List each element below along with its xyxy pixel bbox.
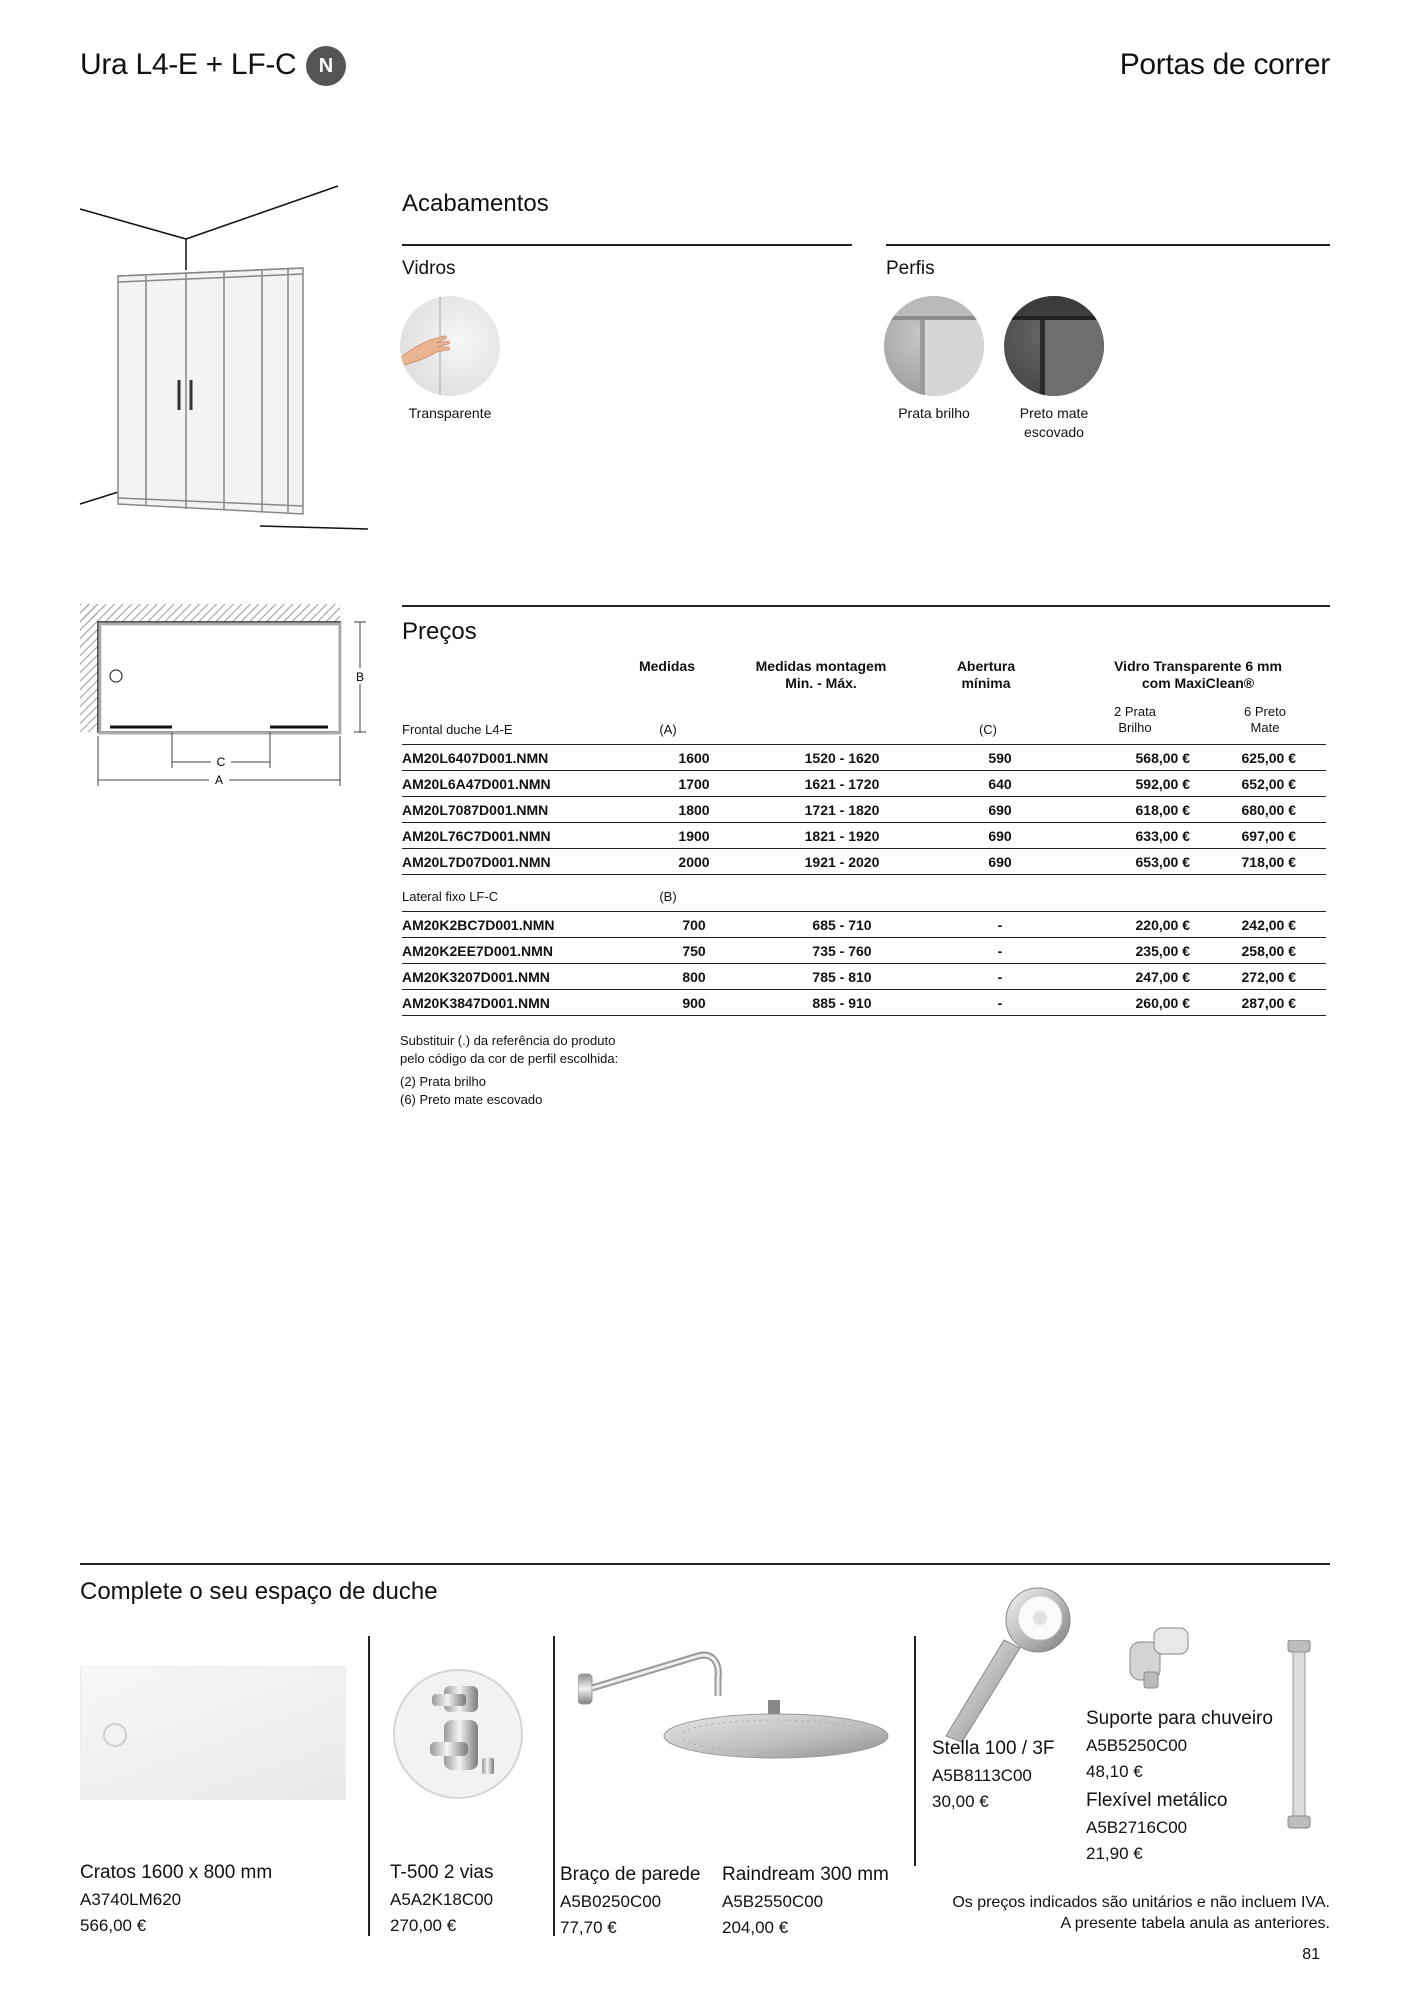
price-preto-cell: 680,00 € [1210, 797, 1326, 823]
medidas-cell: 750 [634, 938, 754, 964]
group-label-lateral: Lateral fixo LF-C [402, 889, 499, 904]
product-code: A5B5250C00 [1086, 1736, 1188, 1755]
drain-icon [81, 1667, 347, 1801]
table-row [402, 964, 1326, 990]
montagem-cell: 1721 - 1820 [754, 797, 930, 823]
abertura-cell: - [930, 964, 1070, 990]
table-row [402, 990, 1326, 1016]
diagram-label-b: B [355, 670, 365, 684]
product-code: A5A2K18C00 [390, 1890, 494, 1909]
product-price: 270,00 € [390, 1916, 457, 1935]
price-prata-cell: 568,00 € [1070, 745, 1210, 771]
floor-plan-diagram [80, 604, 380, 794]
col-header-vidro: Vidro Transparente 6 mm com MaxiClean® [1114, 658, 1282, 691]
price-prata-cell: 653,00 € [1070, 849, 1210, 875]
silver-profile-icon [884, 296, 984, 396]
swatch-preto-mate[interactable] [1004, 296, 1104, 396]
price-prata-cell: 592,00 € [1070, 771, 1210, 797]
table-row [402, 938, 1326, 964]
price-prata-cell: 618,00 € [1070, 797, 1210, 823]
ref-cell: AM20L7D07D001.NMN [402, 849, 634, 875]
col-header-preto: 6 Preto Mate [1244, 704, 1286, 735]
complete-title: Complete o seu espaço de duche [80, 1578, 438, 1605]
product-name: Suporte para chuveiro [1086, 1708, 1273, 1729]
col-header-prata: 2 Prata Brilho [1114, 704, 1156, 735]
note-line-4: (6) Preto mate escovado [400, 1092, 543, 1107]
abertura-cell: 690 [930, 849, 1070, 875]
ref-cell: AM20K2EE7D001.NMN [402, 938, 634, 964]
product-price: 77,70 € [560, 1918, 617, 1937]
ref-cell: AM20L6407D001.NMN [402, 745, 634, 771]
product-price: 48,10 € [1086, 1762, 1143, 1781]
separator [553, 1636, 555, 1936]
table-row [402, 849, 1326, 875]
swatch-transparent[interactable] [400, 296, 500, 396]
shower-tray-image [80, 1666, 346, 1800]
price-preto-cell: 258,00 € [1210, 938, 1326, 964]
abertura-cell: 690 [930, 823, 1070, 849]
price-preto-cell: 652,00 € [1210, 771, 1326, 797]
medidas-cell: 700 [634, 912, 754, 938]
prices-rule [402, 605, 1330, 607]
ref-cell: AM20K2BC7D001.NMN [402, 912, 634, 938]
price-prata-cell: 260,00 € [1070, 990, 1210, 1016]
col-header-abertura: Abertura mínima [956, 658, 1016, 691]
footnote-supersede: A presente tabela anula as anteriores. [1060, 1915, 1330, 1932]
black-profile-icon [1004, 296, 1104, 396]
price-prata-cell: 633,00 € [1070, 823, 1210, 849]
table-row [402, 797, 1326, 823]
table-row [402, 745, 1326, 771]
profiles-rule [886, 244, 1330, 246]
note-line-2: pelo código da cor de perfil escolhida: [400, 1051, 619, 1066]
abertura-cell: - [930, 938, 1070, 964]
shower-holder-image [1124, 1624, 1198, 1690]
ref-cell: AM20K3207D001.NMN [402, 964, 634, 990]
montagem-cell: 685 - 710 [754, 912, 930, 938]
montagem-cell: 785 - 810 [754, 964, 930, 990]
ref-cell: AM20L76C7D001.NMN [402, 823, 634, 849]
finishes-title: Acabamentos [402, 190, 549, 217]
product-name: Braço de parede [560, 1864, 701, 1885]
complete-rule [80, 1563, 1330, 1565]
glass-subheading: Vidros [402, 258, 456, 279]
shower-enclosure-illustration [78, 184, 378, 534]
swatch-label-preto-mate: Preto mate escovado [1019, 405, 1089, 440]
product-price: 30,00 € [932, 1792, 989, 1811]
page-number: 81 [1302, 1946, 1320, 1963]
product-code: A3740LM620 [80, 1890, 182, 1909]
abertura-cell: 690 [930, 797, 1070, 823]
ref-cell: AM20L7087D001.NMN [402, 797, 634, 823]
product-price: 566,00 € [80, 1916, 147, 1935]
abertura-cell: 590 [930, 745, 1070, 771]
montagem-cell: 1520 - 1620 [754, 745, 930, 771]
prices-title: Preços [402, 618, 477, 645]
product-name: Raindream 300 mm [722, 1864, 889, 1885]
medidas-cell: 1800 [634, 797, 754, 823]
ref-cell: AM20L6A47D001.NMN [402, 771, 634, 797]
new-badge: N [306, 46, 346, 86]
swatch-label-prata-brilho: Prata brilho [898, 405, 970, 421]
swatch-label-transparent: Transparente [408, 405, 492, 421]
col-header-medidas: Medidas [638, 658, 695, 674]
medidas-cell: 2000 [634, 849, 754, 875]
price-prata-cell: 247,00 € [1070, 964, 1210, 990]
price-table-frontal [402, 744, 1326, 875]
medidas-cell: 1600 [634, 745, 754, 771]
medidas-cell: 1900 [634, 823, 754, 849]
col-header-montagem: Medidas montagem Min. - Máx. [755, 658, 887, 691]
product-code: A5B2550C00 [722, 1892, 824, 1911]
price-preto-cell: 287,00 € [1210, 990, 1326, 1016]
product-name: Flexível metálico [1086, 1790, 1228, 1811]
montagem-cell: 885 - 910 [754, 990, 930, 1016]
abertura-cell: - [930, 912, 1070, 938]
product-price: 21,90 € [1086, 1844, 1143, 1863]
diagram-label-c: C [216, 755, 226, 769]
price-preto-cell: 625,00 € [1210, 745, 1326, 771]
abertura-cell: - [930, 990, 1070, 1016]
medidas-cell: 900 [634, 990, 754, 1016]
swatch-prata-brilho[interactable] [884, 296, 984, 396]
product-code: A5B8113C00 [932, 1766, 1032, 1785]
price-preto-cell: 718,00 € [1210, 849, 1326, 875]
abertura-cell: 640 [930, 771, 1070, 797]
product-name: T-500 2 vias [390, 1862, 494, 1883]
page-title: Ura L4-E + LF-C [80, 48, 297, 81]
group-open-letter-c: (C) [978, 722, 998, 737]
profiles-subheading: Perfis [886, 258, 935, 279]
medidas-cell: 800 [634, 964, 754, 990]
price-table-lateral [402, 911, 1326, 1016]
group-dim-letter-a: (A) [659, 722, 677, 737]
section-title: Portas de correr [1119, 48, 1330, 81]
price-preto-cell: 697,00 € [1210, 823, 1326, 849]
note-line-3: (2) Prata brilho [400, 1074, 486, 1089]
hand-on-glass-icon [400, 296, 500, 396]
metal-hose-image [1286, 1640, 1312, 1830]
price-preto-cell: 272,00 € [1210, 964, 1326, 990]
separator [368, 1636, 370, 1936]
group-dim-letter-b: (B) [659, 889, 677, 904]
table-row [402, 771, 1326, 797]
price-prata-cell: 220,00 € [1070, 912, 1210, 938]
footnote-vat: Os preços indicados são unitários e não incluem IVA. [952, 1894, 1330, 1911]
product-price: 204,00 € [722, 1918, 789, 1937]
product-code: A5B0250C00 [560, 1892, 662, 1911]
diagram-label-a: A [214, 773, 224, 787]
product-name: Stella 100 / 3F [932, 1738, 1055, 1759]
ref-cell: AM20K3847D001.NMN [402, 990, 634, 1016]
medidas-cell: 1700 [634, 771, 754, 797]
glass-rule [402, 244, 852, 246]
montagem-cell: 735 - 760 [754, 938, 930, 964]
product-code: A5B2716C00 [1086, 1818, 1188, 1837]
rain-shower-head-image [662, 1700, 892, 1764]
montagem-cell: 1821 - 1920 [754, 823, 930, 849]
thermostatic-valve-image [392, 1664, 524, 1804]
price-preto-cell: 242,00 € [1210, 912, 1326, 938]
table-row [402, 823, 1326, 849]
note-line-1: Substituir (.) da referência do produto [400, 1033, 616, 1048]
montagem-cell: 1621 - 1720 [754, 771, 930, 797]
group-label-frontal: Frontal duche L4-E [402, 722, 513, 737]
montagem-cell: 1921 - 2020 [754, 849, 930, 875]
product-name: Cratos 1600 x 800 mm [80, 1862, 273, 1883]
hand-shower-image [940, 1586, 1080, 1746]
separator [914, 1636, 916, 1866]
table-row [402, 912, 1326, 938]
price-prata-cell: 235,00 € [1070, 938, 1210, 964]
